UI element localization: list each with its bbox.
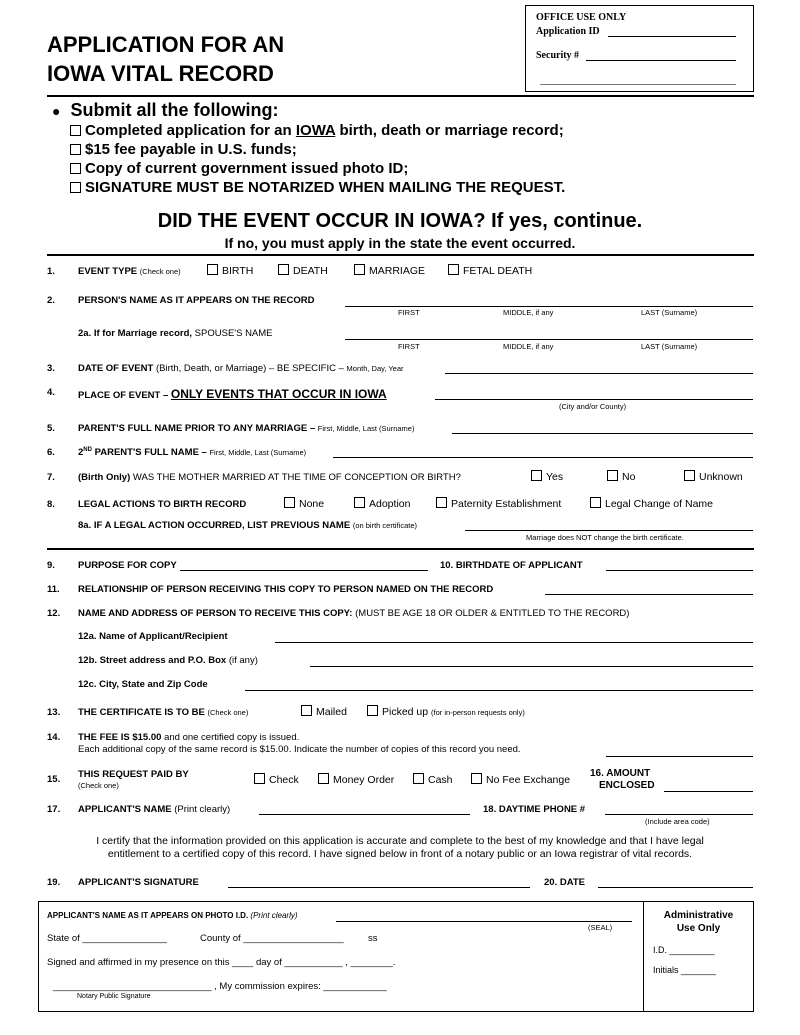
q8a-label: 8a. IF A LEGAL ACTION OCCURRED, LIST PREVIOUS NAME (on birth certificate) — [78, 520, 418, 531]
q13-label: THE CERTIFICATE IS TO BE (Check one) — [78, 707, 249, 718]
married-no-checkbox[interactable]: No — [607, 470, 635, 483]
submit-heading: ● Submit all the following: — [52, 100, 279, 120]
q19-label: APPLICANT'S SIGNATURE — [78, 877, 199, 888]
married-unknown-checkbox[interactable]: Unknown — [684, 470, 743, 483]
security-field[interactable] — [586, 60, 736, 61]
q14-number: 14. — [47, 732, 61, 743]
amount-enclosed-field[interactable] — [664, 791, 753, 792]
signature-field[interactable] — [228, 887, 530, 888]
q4-label: PLACE OF EVENT – ONLY EVENTS THAT OCCUR IN IOWA — [78, 387, 387, 401]
q2-number: 2. — [47, 295, 55, 306]
q8-label: LEGAL ACTIONS TO BIRTH RECORD — [78, 499, 247, 510]
requirement-checkbox — [70, 163, 81, 174]
q9-label: PURPOSE FOR COPY — [78, 560, 177, 571]
state-of-field[interactable]: State of ________________ — [47, 933, 167, 944]
section-divider — [47, 548, 754, 550]
legal-paternity-checkbox[interactable]: Paternity Establishment — [436, 497, 561, 510]
q14-line2: Each additional copy of the same record is $15.00. Indicate the number of copies of this record you need. — [78, 744, 521, 755]
certification-line-1: I certify that the information provided on this application is accurate and complete to the best of my knowledge and that I have legal — [96, 835, 704, 847]
q2a-last-hint: LAST (Surname) — [641, 342, 698, 351]
applicant-name-field[interactable] — [259, 814, 470, 815]
requirement-fee: $15 fee payable in U.S. funds; — [70, 141, 297, 158]
copies-count-field[interactable] — [606, 756, 753, 757]
q2a-label: 2a. If for Marriage record, SPOUSE'S NAME — [78, 328, 273, 339]
q15-hint: (Check one) — [78, 781, 119, 790]
photo-id-name-field[interactable] — [336, 921, 632, 922]
q17-label: APPLICANT'S NAME (Print clearly) — [78, 804, 231, 815]
q16-label-line1: 16. AMOUNT — [590, 768, 651, 779]
q10-label: 10. BIRTHDATE OF APPLICANT — [440, 560, 583, 571]
q2-middle-hint: MIDDLE, if any — [503, 308, 554, 317]
office-use-heading: OFFICE USE ONLY — [536, 12, 627, 23]
ss-label: ss — [368, 933, 378, 944]
parent-name-field[interactable] — [452, 433, 753, 434]
q11-label: RELATIONSHIP OF PERSON RECEIVING THIS COPY TO PERSON NAMED ON THE RECORD — [78, 584, 494, 595]
requirement-photo-id: Copy of current government issued photo ID; — [70, 160, 408, 177]
requirement-checkbox — [70, 182, 81, 193]
requirement-notarized: SIGNATURE MUST BE NOTARIZED WHEN MAILING THE REQUEST. — [70, 179, 565, 196]
q2a-first-hint: FIRST — [398, 342, 420, 351]
q2-label: PERSON'S NAME AS IT APPEARS ON THE RECORD — [78, 295, 315, 306]
legal-none-checkbox[interactable]: None — [284, 497, 324, 510]
admin-id-field[interactable]: I.D. _________ — [653, 945, 715, 955]
q7-label: (Birth Only) WAS THE MOTHER MARRIED AT THE TIME OF CONCEPTION OR BIRTH? — [78, 472, 461, 483]
previous-name-field[interactable] — [465, 530, 753, 531]
paid-no-fee-exchange-checkbox[interactable]: No Fee Exchange — [471, 773, 570, 786]
q13-number: 13. — [47, 707, 61, 718]
city-state-zip-field[interactable] — [245, 690, 753, 691]
q5-label: PARENT'S FULL NAME PRIOR TO ANY MARRIAGE – First, Middle, Last (Surname) — [78, 423, 415, 434]
street-address-field[interactable] — [310, 666, 753, 667]
title-line-1: APPLICATION FOR AN — [47, 32, 285, 57]
event-divider — [47, 254, 754, 256]
paid-check-checkbox[interactable]: Check — [254, 773, 299, 786]
purpose-field[interactable] — [180, 570, 428, 571]
event-date-field[interactable] — [445, 373, 753, 374]
certification-line-2: entitlement to a certified copy of this record. I have signed below in front of a notary public or an Iowa registrar of vital records. — [107, 848, 693, 860]
office-use-box — [525, 5, 754, 92]
event-fetal-death-checkbox[interactable]: FETAL DEATH — [448, 264, 532, 277]
q6-number: 6. — [47, 447, 55, 458]
admin-title-line-2: Use Only — [676, 923, 721, 934]
second-parent-name-field[interactable] — [333, 457, 753, 458]
q4-hint: (City and/or County) — [559, 402, 627, 411]
admin-title-line-1: Administrative — [663, 910, 734, 921]
q19-number: 19. — [47, 877, 61, 888]
signed-affirmed-line[interactable]: Signed and affirmed in my presence on this ____ day of ___________ , ________. — [47, 957, 396, 968]
delivery-mailed-checkbox[interactable]: Mailed — [301, 705, 347, 718]
q8-number: 8. — [47, 499, 55, 510]
q7-number: 7. — [47, 472, 55, 483]
q17-number: 17. — [47, 804, 61, 815]
q8a-note: Marriage does NOT change the birth certificate. — [526, 533, 684, 542]
q2a-middle-hint: MIDDLE, if any — [503, 342, 554, 351]
q3-label: DATE OF EVENT (Birth, Death, or Marriage) – BE SPECIFIC – Month, Day, Year — [78, 363, 404, 374]
relationship-field[interactable] — [545, 594, 753, 595]
event-subtext: If no, you must apply in the state the event occurred. — [224, 235, 576, 251]
q12b-label: 12b. Street address and P.O. Box (if any) — [78, 655, 258, 666]
q5-number: 5. — [47, 423, 55, 434]
q14-line1: THE FEE IS $15.00 and one certified copy is issued. — [78, 732, 300, 743]
q12-number: 12. — [47, 608, 61, 619]
paid-money-order-checkbox[interactable]: Money Order — [318, 773, 394, 786]
q12-label: NAME AND ADDRESS OF PERSON TO RECEIVE THIS COPY: (MUST BE AGE 18 OR OLDER & ENTITLED TO THE RECORD) — [78, 608, 630, 619]
form-title — [47, 30, 347, 88]
event-marriage-checkbox[interactable]: MARRIAGE — [354, 264, 425, 277]
event-death-checkbox[interactable]: DEATH — [278, 264, 328, 277]
requirement-application: Completed application for an IOWA birth, death or marriage record; — [70, 122, 564, 139]
application-id-field[interactable] — [608, 36, 736, 37]
photo-id-name-label: APPLICANT'S NAME AS IT APPEARS ON PHOTO I.D. (Print clearly) — [47, 911, 298, 920]
q9-number: 9. — [47, 560, 55, 571]
applicant-birthdate-field[interactable] — [606, 570, 753, 571]
header-divider — [47, 95, 754, 97]
q2-last-hint: LAST (Surname) — [641, 308, 698, 317]
title-line-2: IOWA VITAL RECORD — [47, 61, 274, 86]
security-label: Security # — [536, 50, 580, 61]
married-yes-checkbox[interactable]: Yes — [531, 470, 563, 483]
admin-initials-field[interactable]: Initials _______ — [653, 965, 717, 975]
paid-cash-checkbox[interactable]: Cash — [413, 773, 453, 786]
q2-first-hint: FIRST — [398, 308, 420, 317]
daytime-phone-field[interactable] — [605, 814, 753, 815]
q4-number: 4. — [47, 387, 55, 398]
notary-section — [38, 901, 644, 1012]
county-of-field[interactable]: County of ___________________ — [200, 933, 344, 944]
q15-label: THIS REQUEST PAID BY — [78, 769, 189, 780]
event-place-field[interactable] — [435, 399, 753, 400]
q12a-label: 12a. Name of Applicant/Recipient — [78, 631, 228, 642]
q6-label: 2ND PARENT'S FULL NAME – First, Middle, Last (Surname) — [78, 447, 307, 459]
q11-number: 11. — [47, 584, 60, 595]
q1-label: EVENT TYPE (Check one) — [78, 266, 181, 277]
delivery-pickup-checkbox[interactable]: Picked up (for in-person requests only) — [367, 705, 525, 718]
signature-date-field[interactable] — [598, 887, 753, 888]
event-question: DID THE EVENT OCCUR IN IOWA? If yes, continue. — [157, 210, 643, 232]
admin-use-box — [644, 901, 754, 1012]
office-extra-field[interactable] — [540, 84, 736, 85]
q15-number: 15. — [47, 774, 61, 785]
requirement-checkbox — [70, 125, 81, 136]
phone-hint: (Include area code) — [645, 817, 710, 826]
seal-label: (SEAL) — [588, 923, 613, 932]
legal-adoption-checkbox[interactable]: Adoption — [354, 497, 410, 510]
recipient-name-field[interactable] — [275, 642, 753, 643]
legal-name-change-checkbox[interactable]: Legal Change of Name — [590, 497, 713, 510]
q20-label: 20. DATE — [544, 877, 586, 888]
requirement-checkbox — [70, 144, 81, 155]
q16-label-line2: ENCLOSED — [599, 780, 655, 791]
commission-line[interactable]: ______________________________ , My commission expires: ____________ — [53, 981, 387, 992]
notary-signature-label: Notary Public Signature — [77, 993, 151, 1000]
event-birth-checkbox[interactable]: BIRTH — [207, 264, 253, 277]
q3-number: 3. — [47, 363, 55, 374]
q1-number: 1. — [47, 266, 55, 277]
application-id-label: Application ID — [536, 26, 600, 37]
q12c-label: 12c. City, State and Zip Code — [78, 679, 208, 690]
person-name-field[interactable] — [345, 306, 753, 307]
spouse-name-field[interactable] — [345, 339, 753, 340]
q18-label: 18. DAYTIME PHONE # — [483, 804, 586, 815]
